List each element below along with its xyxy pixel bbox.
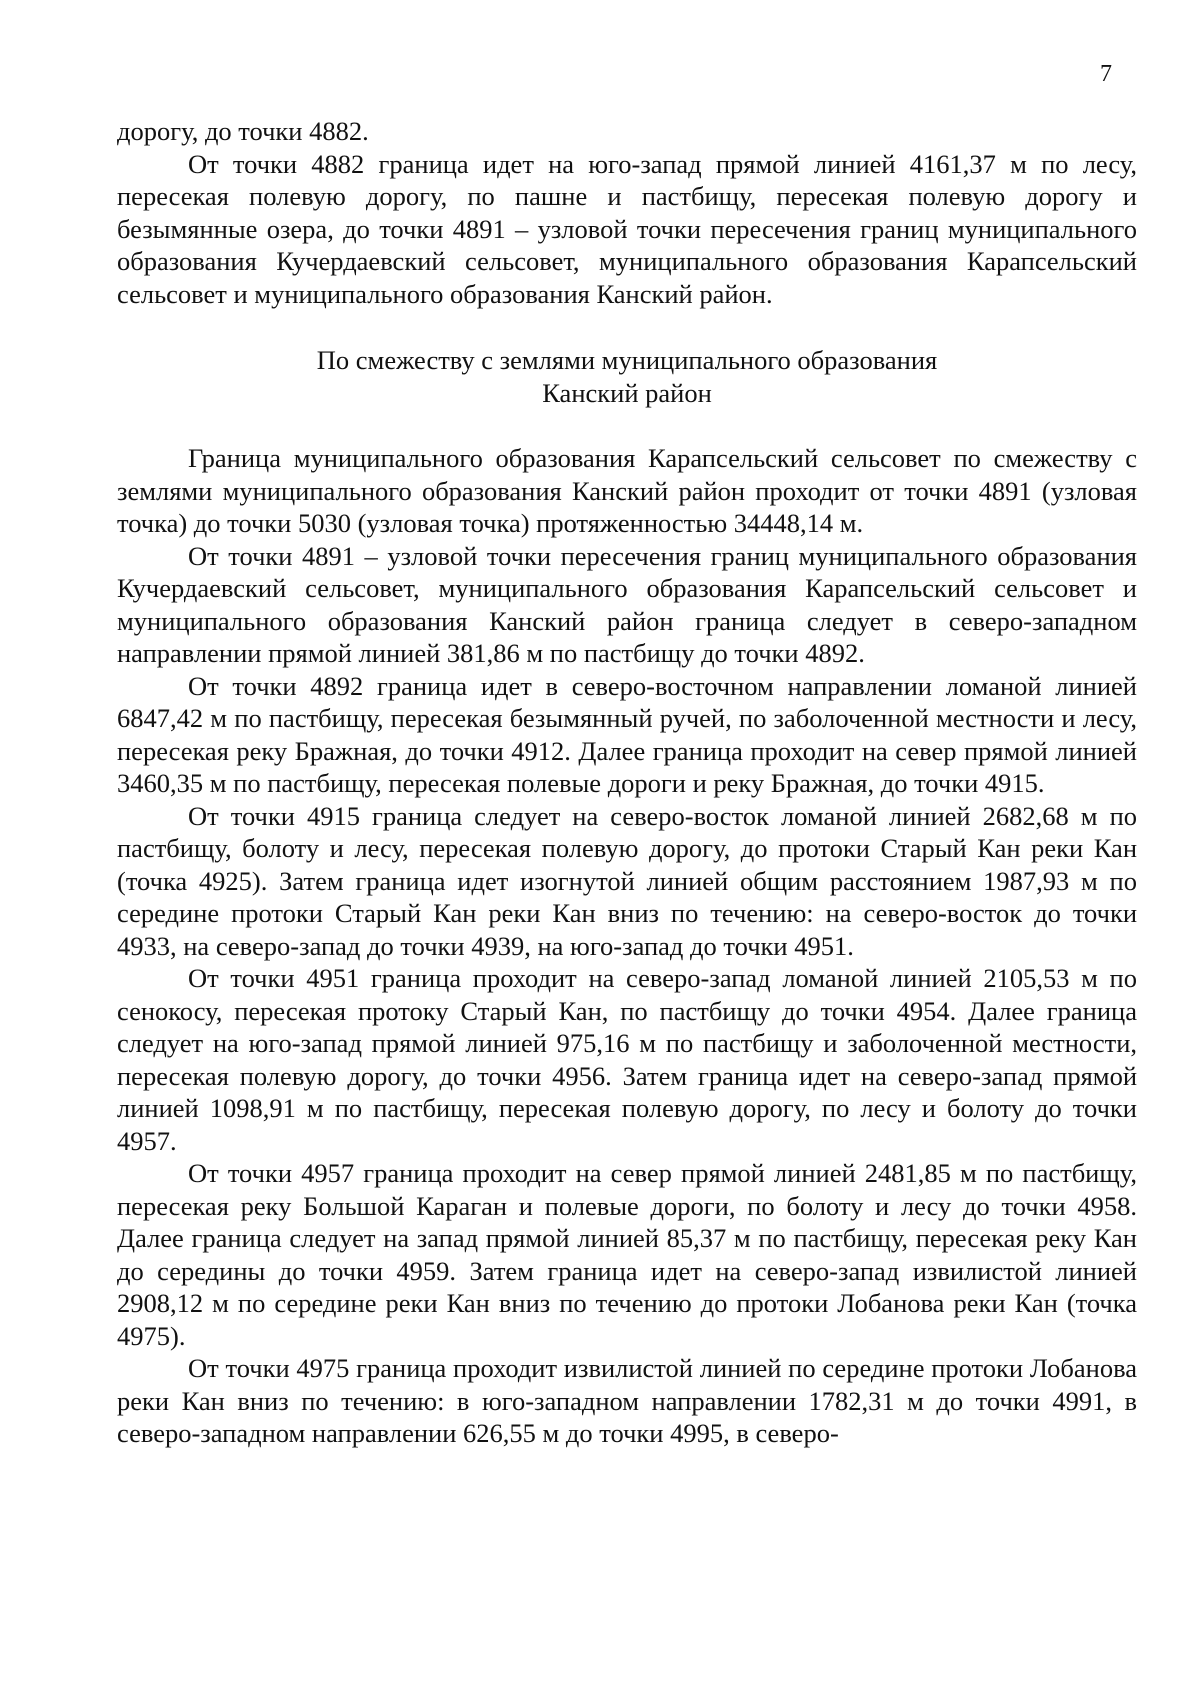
paragraph: От точки 4975 граница проходит извилистой линией по середине протоки Лобанова реки Кан вниз по течению: в юго-западном направлении 1782,31 м до точки 4991, в северо-западном направлении 626,55 м до точки 4995, в северо-	[117, 1353, 1137, 1448]
document-body	[117, 115, 1137, 1450]
section-heading-line-1: По смежеству с землями муниципального образования	[316, 345, 938, 375]
section-heading-line-2: Канский район	[542, 377, 712, 408]
paragraph: Граница муниципального образования Карапсельский сельсовет по смежеству с землями муниципального образования Канский район проходит от точки 4891 (узловая точка) до точки 5030 (узловая точка) протяженностью 34448,14 м.	[117, 443, 1137, 538]
page-number: 7	[1100, 61, 1112, 87]
paragraph: От точки 4951 граница проходит на северо-запад ломаной линией 2105,53 м по сенокосу, пересекая протоку Старый Кан, по пастбищу до точки 4954. Далее граница следует на юго-запад прямой линией 975,16 м по пастбищу и заболоченной местности, пересекая полевую дорогу, до точки 4956. Затем граница идет на северо-запад прямой линией 1098,91 м по пастбищу, пересекая полевую дорогу, по лесу и болоту до точки 4957.	[117, 963, 1137, 1156]
paragraph: От точки 4892 граница идет в северо-восточном направлении ломаной линией 6847,42 м по пастбищу, пересекая безымянный ручей, по заболоченной местности и лесу, пересекая реку Бражная, до точки 4912. Далее граница проходит на север прямой линией 3460,35 м по пастбищу, пересекая полевые дороги и реку Бражная, до точки 4915.	[117, 670, 1137, 798]
paragraph: От точки 4915 граница следует на северо-восток ломаной линией 2682,68 м по пастбищу, болоту и лесу, пересекая полевую дорогу, до протоки Старый Кан реки Кан (точка 4925). Затем граница идет изогнутой линией общим расстоянием 1987,93 м по середине протоки Старый Кан реки Кан вниз по течению: на северо-восток до точки 4933, на северо-запад до точки 4939, на юго-запад до точки 4951.	[117, 800, 1137, 961]
paragraph: От точки 4882 граница идет на юго-запад прямой линией 4161,37 м по лесу, пересекая полевую дорогу, по пашне и пастбищу, пересекая полевую дорогу и безымянные озера, до точки 4891 – узловой точки пересечения границ муниципального образования Кучердаевский сельсовет, муниципального образования Карапсельский сельсовет и муниципального образования Канский район.	[117, 148, 1137, 309]
section-heading	[117, 344, 1137, 409]
paragraph: От точки 4957 граница проходит на север прямой линией 2481,85 м по пастбищу, пересекая реку Большой Караган и полевые дороги, по болоту и лесу до точки 4958. Далее граница следует на запад прямой линией 85,37 м по пастбищу, пересекая реку Кан до середины до точки 4959. Затем граница идет на северо-запад извилистой линией 2908,12 м по середине реки Кан вниз по течению до протоки Лобанова реки Кан (точка 4975).	[117, 1158, 1137, 1351]
paragraph: От точки 4891 – узловой точки пересечения границ муниципального образования Кучердаевский сельсовет, муниципального образования Карапсельский сельсовет и муниципального образования Канский район граница следует в северо-западном направлении прямой линией 381,86 м по пастбищу до точки 4892.	[117, 540, 1137, 668]
paragraph-continuation: дорогу, до точки 4882.	[117, 116, 369, 146]
